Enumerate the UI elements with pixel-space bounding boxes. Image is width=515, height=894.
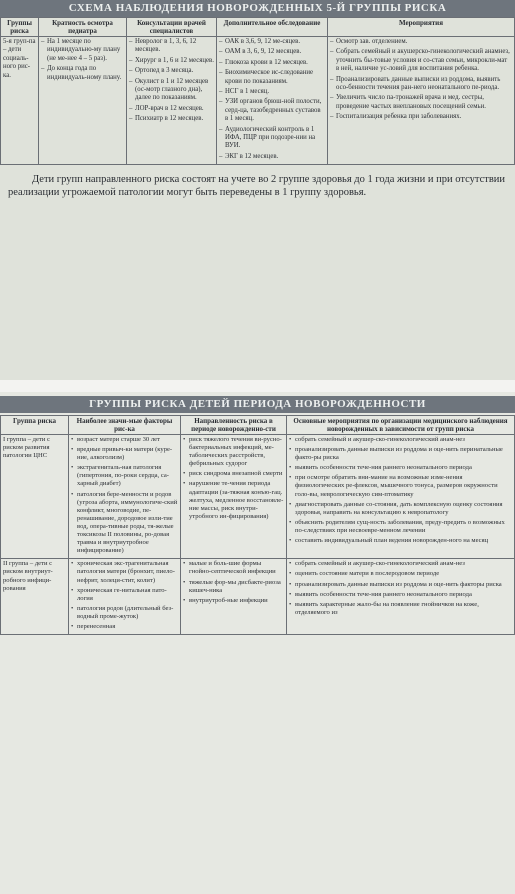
- list-item: – Увеличить число па-тронажей врача и мед. сестры, проведение частых внеплановых посещений семьи.: [330, 94, 512, 111]
- list-item: • вредные привыч-ки матери (куре-ние, алкоголизм): [71, 446, 178, 462]
- exams-cell: [217, 37, 328, 165]
- page-separator: [0, 380, 515, 392]
- list-item: – Проанализировать данные выписки из роддома, выявить осо-бенности течения ран-него неонатального пе-риода.: [330, 76, 512, 93]
- factors-cell: [69, 435, 181, 559]
- list-item: – Глюкоза крови в 12 месяцев.: [219, 59, 325, 67]
- list-item: – Психиатр в 12 месяцев.: [129, 115, 214, 123]
- table2-row: [1, 559, 515, 635]
- list-item: • проанализировать данные выписки из роддома и оце-нить перинатальные факто-ры риска: [289, 446, 512, 462]
- list-item: – Осмотр зав. отделением.: [330, 38, 512, 46]
- risk-group-cell: I группа – дети с риском развития патологии ЦНС: [1, 435, 69, 559]
- list-item: • выявить характерные жало-бы на появление гнойничков на коже, отделяемого из: [289, 601, 512, 617]
- factors-cell: [69, 559, 181, 635]
- list-item: – Госпитализация ребенка при заболеваниях.: [330, 113, 512, 121]
- table2-header: Группа риска: [1, 416, 69, 435]
- table1-header: Группы риска: [1, 18, 39, 37]
- list-item: • патология берe-менности и родов (угроза аборта, иммунологиче-ский конфликт, многоводие, пе-ренашивание, дородовое изли-тие вод, опера-тивные роды, тя-желые токсикозы II половины, ро-довая травма и внутриутробное инфицирование): [71, 491, 178, 556]
- measures-cell: [287, 435, 515, 559]
- list-item: • оценить состояние матери в послеродовом периоде: [289, 570, 512, 578]
- page-bottom: [0, 392, 515, 894]
- list-item: – Невролог в 1, 3, 6, 12 месяцев.: [129, 38, 214, 55]
- health-group-note: Дети групп направленного риска состоят на учете во 2 группе здоровья до 1 года жизни и при отсутствии реализации угрожаемой патологии могут быть переведены в 1 группу здоровья.: [8, 174, 506, 199]
- list-item: • выявить особенности тече-ния раннего неонатального периода: [289, 591, 512, 599]
- list-item: • проанализировать данные выписки из роддома и оце-нить факторы риска: [289, 581, 512, 589]
- list-item: • при осмотре обратить вни-мание на возможные изме-нения физиологических ре-флексов, мышечного тонуса, размеров окружности голо-вы, неврологическую сим-птоматику: [289, 474, 512, 498]
- list-item: • тяжелые фор-мы дисбакте-риоза кишеч-ника: [183, 579, 284, 595]
- table1-header: Мероприятия: [328, 18, 515, 37]
- list-item: • собрать семейный и акушер-ско-гинекологический анам-нез: [289, 560, 512, 568]
- list-item: • малые и боль-шие формы гнойно-септической инфекции: [183, 560, 284, 576]
- measures-cell: [287, 559, 515, 635]
- list-item: – ОАК в 3,6, 9, 12 ме-сяцев.: [219, 38, 325, 46]
- list-item: – ЭКГ в 12 месяцев.: [219, 153, 325, 161]
- list-item: • хроническая экс-трагенитальная патология матери (бронхит, пиело-нефрит, холеци-стит, колит): [71, 560, 178, 584]
- list-item: – Окулист в 1 и 12 месяцев (ос-мотр глазного дна), далее по показаниям.: [129, 78, 214, 103]
- specialists-cell: [127, 37, 217, 165]
- list-item: • риск синдрома внезапной смерти: [183, 470, 284, 478]
- list-item: • возраст матери старше 30 лет: [71, 436, 178, 444]
- list-item: • внутриутроб-ные инфекции: [183, 597, 284, 605]
- table2-header: Направленность риска в периоде новорожденно-сти: [181, 416, 287, 435]
- list-item: • экстрагениталь-ная патология (гипертония, по-роки сердца, са-харный диабет): [71, 464, 178, 488]
- list-item: – Ортопед в 3 месяца.: [129, 67, 214, 75]
- list-item: – УЗИ органов брюш-ной полости, серд-ца, тазобедренных суставов в 1 месяц.: [219, 98, 325, 123]
- list-item: • выявить особенности тече-ния раннего неонатального периода: [289, 464, 512, 472]
- table1-row: [1, 37, 515, 165]
- table1-header: Дополнительное обследование: [217, 18, 328, 37]
- list-item: – ОАМ в 3, 6, 9, 12 месяцев.: [219, 48, 325, 56]
- list-item: • перенесенная: [71, 623, 178, 631]
- list-item: – Собрать семейный и акушерско-гинекологический анамнез, уточнить бы-товые условия и со-став семьи, микрокли-мат в ней, наличие ус-ловий для воспитания ребенка.: [330, 48, 512, 73]
- table2-title: ГРУППЫ РИСКА ДЕТЕЙ ПЕРИОДА НОВОРОЖДЕННОСТИ: [0, 396, 515, 413]
- list-item: • риск тяжелого течения ви-русно-бактериальных инфекций, ме-таболических расстройств, фебрильных судорог: [183, 436, 284, 468]
- table1: [0, 17, 515, 165]
- table2-header: Наиболее значи-мые факторы рис-ка: [69, 416, 181, 435]
- pediatrician-cell: [39, 37, 127, 165]
- risk-group-cell: II группа – дети с риском внутриут-робного инфици-рования: [1, 559, 69, 635]
- list-item: • патология родов (длительный без-водный проме-жуток): [71, 605, 178, 621]
- risks-cell: [181, 435, 287, 559]
- list-item: – Биохимическое ис-следование крови по показаниям.: [219, 69, 325, 86]
- table2: [0, 415, 515, 635]
- list-item: • нарушение те-чения периода адаптации (за-тяжная конъю-гац. желтуха, медленное восстановле-ние массы, риск внутри-утробного ин-фицирования): [183, 480, 284, 520]
- table2-row: [1, 435, 515, 559]
- table1-header: Консультации врачей специалистов: [127, 18, 217, 37]
- list-item: – Аудиологический контроль в 1 ИФА, ПЦР при подозре-нии на ВУИ.: [219, 126, 325, 151]
- table1-header: Кратность осмотра педиатра: [39, 18, 127, 37]
- list-item: • хроническая ге-нитальная пато-логия: [71, 587, 178, 603]
- list-item: • собрать семейный и акушер-ско-гинекологический анам-нез: [289, 436, 512, 444]
- risks-cell: [181, 559, 287, 635]
- list-item: • составить индивидуальный план ведения новорожден-ного на месяц: [289, 537, 512, 545]
- list-item: – Хирург в 1, 6 и 12 месяцев.: [129, 57, 214, 65]
- measures-cell: [328, 37, 515, 165]
- table1-title: СХЕМА НАБЛЮДЕНИЯ НОВОРОЖДЕННЫХ 5-Й ГРУППЫ РИСКА: [0, 0, 515, 17]
- table2-header: Основные мероприятия по организации медицинского наблюдения новорожденных в зависимости от групп риска: [287, 416, 515, 435]
- list-item: • объяснить родителям сущ-ность заболевания, преду-предить о возможных по-следствиях при несвоевре-менном лечении: [289, 519, 512, 535]
- risk-group-cell: 5-я груп-па – дети социаль-ного рис-ка.: [1, 37, 39, 165]
- table2-header-row: [1, 416, 515, 435]
- list-item: – ЛОР-врач в 12 месяцев.: [129, 105, 214, 113]
- list-item: – На 1 месяце по индивидуально-му плану (не ме-нее 4 – 5 раз).: [41, 38, 124, 63]
- list-item: – До конца года по индивидуаль-ному плану.: [41, 65, 124, 82]
- list-item: – НСГ в 1 месяц.: [219, 88, 325, 96]
- list-item: • диагностировать данные со-стояния, дать комплексную оценку состояния здоровья, направить на консультацию к невропатологу: [289, 501, 512, 517]
- page-top: [0, 0, 515, 380]
- table1-header-row: [1, 18, 515, 37]
